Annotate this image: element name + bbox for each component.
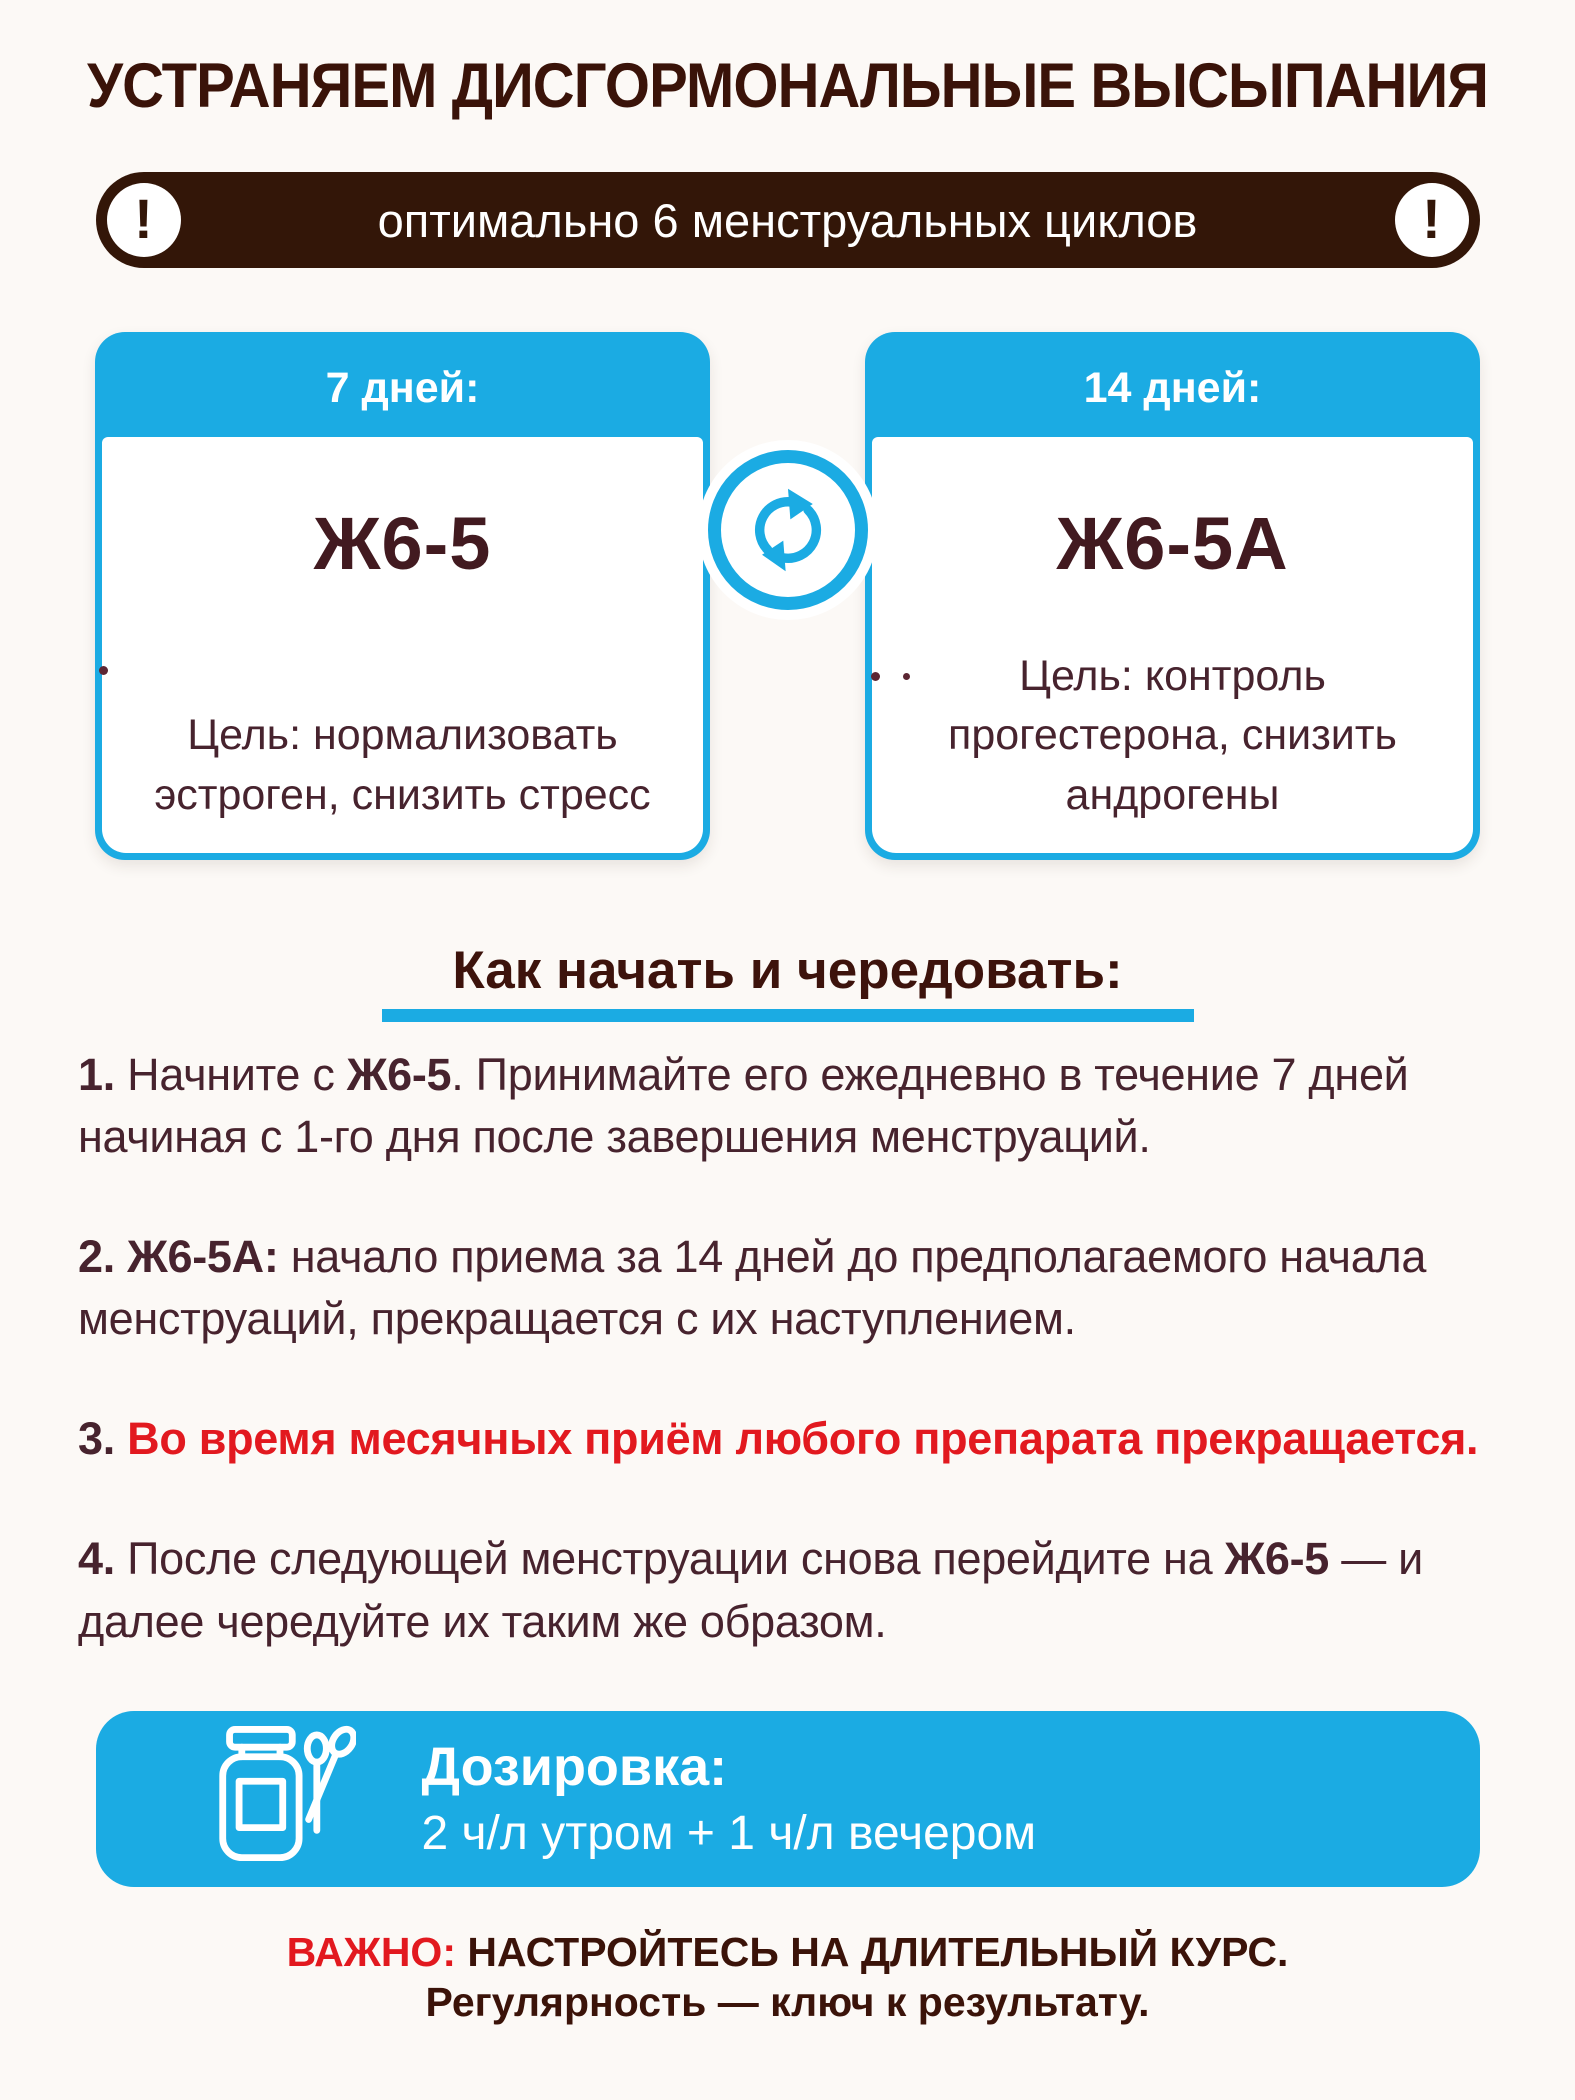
step-item: 3. Во время месячных приём любого препарата прекращается. <box>78 1413 1479 1465</box>
exclamation-glyph: ! <box>134 186 153 250</box>
protocol-cards <box>95 332 1480 860</box>
card-duration: 7 дней: <box>325 363 480 412</box>
dosage-value: 2 ч/л утром + 1 ч/л вечером <box>421 1807 1037 1861</box>
product-goal: Цель: контроль прогестерона, снизить андрогены <box>948 652 1397 819</box>
important-line-1-text: НАСТРОЙТЕСЬ НА ДЛИТЕЛЬНЫЙ КУРС. <box>455 1928 1289 1975</box>
dosage-text <box>422 1736 1037 1861</box>
exclamation-icon <box>107 183 181 257</box>
how-to-section <box>0 940 1575 1653</box>
important-label: ВАЖНО: <box>286 1928 456 1975</box>
jar-spoon-icon <box>204 1724 356 1874</box>
step-item: 2. Ж6-5А: начало приема за 14 дней до предполагаемого начала менструаций, прекращается с их наступлением. <box>78 1231 1427 1345</box>
step-item: 1. Начните с Ж6-5. Принимайте его ежедневно в течение 7 дней начиная с 1-го дня после завершения менструаций. <box>78 1049 1409 1163</box>
card-body <box>102 437 703 853</box>
exclamation-glyph: ! <box>1422 186 1441 250</box>
heading-underline <box>382 1009 1194 1022</box>
section-heading: Как начать и чередовать: <box>452 941 1123 1000</box>
cycle-arrows-icon <box>708 450 868 610</box>
product-name: Ж6-5А <box>1056 502 1289 585</box>
important-line-2: Регулярность — ключ к результату. <box>425 1978 1150 2025</box>
stray-bullet-dot <box>903 673 910 680</box>
card-duration: 14 дней: <box>1083 363 1262 412</box>
product-name: Ж6-5 <box>313 502 492 585</box>
dosage-label: Дозировка: <box>421 1737 728 1798</box>
cycles-banner <box>96 172 1480 268</box>
steps-list <box>78 1044 1497 1653</box>
exclamation-icon <box>1395 183 1469 257</box>
card-zh6-5 <box>95 332 710 860</box>
important-note <box>0 1927 1575 2027</box>
card-zh6-5a <box>865 332 1480 860</box>
product-goal: Цель: нормализовать эстроген, снизить стресс <box>154 711 651 819</box>
card-body <box>872 437 1473 853</box>
step-item: 4. После следующей менструации снова перейдите на Ж6-5 — и далее чередуйте их таким же образом. <box>78 1533 1423 1647</box>
stray-bullet-dot <box>871 672 880 681</box>
page-title: УСТРАНЯЕМ ДИСГОРМОНАЛЬНЫЕ ВЫСЫПАНИЯ <box>87 51 1488 121</box>
dosage-box <box>96 1711 1480 1887</box>
stray-bullet-dot <box>99 666 108 675</box>
banner-text: оптимально 6 менструальных циклов <box>377 193 1198 247</box>
important-line-1 <box>0 1927 1575 1977</box>
